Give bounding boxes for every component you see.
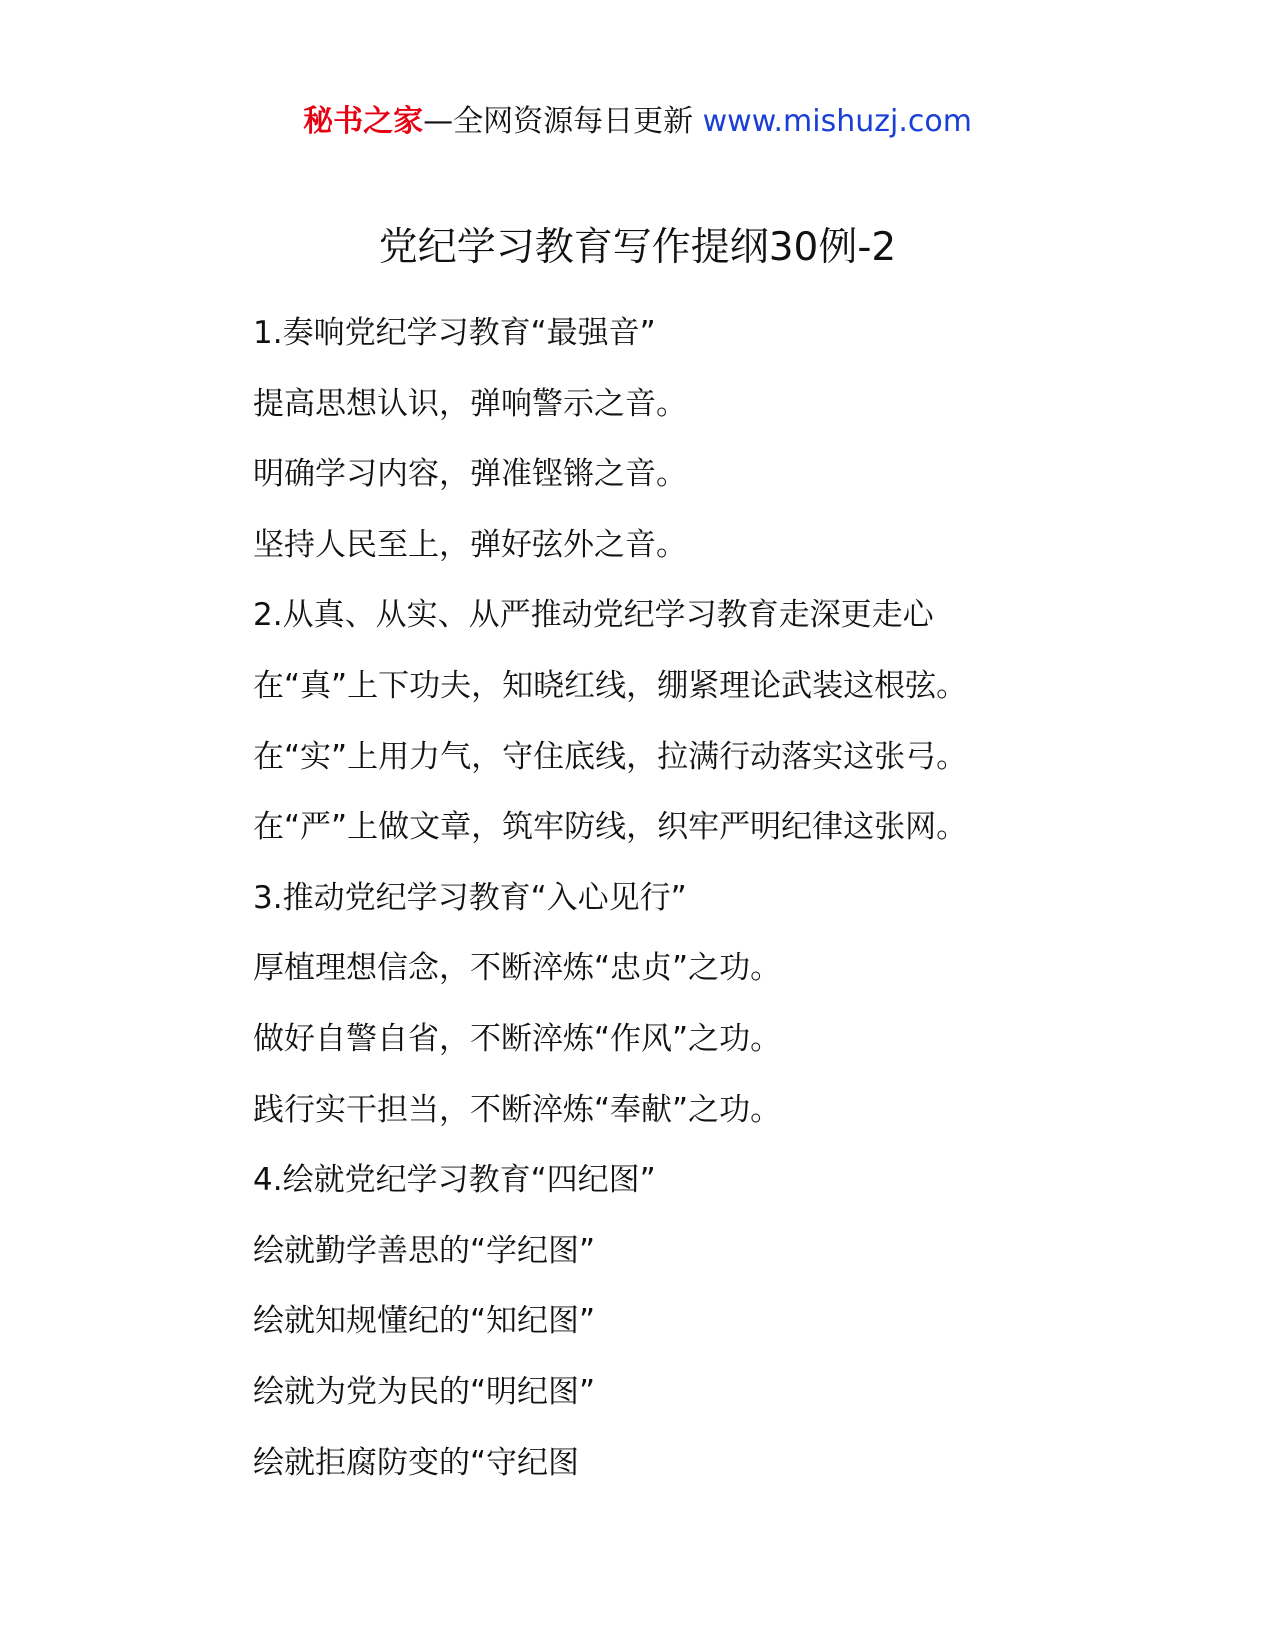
body-line: 厚植理想信念，不断淬炼“忠贞”之功。 [253,950,782,987]
section-heading-4: 4.绘就党纪学习教育“四纪图” [253,1162,656,1199]
site-header [0,100,1275,144]
body-line: 绘就拒腐防变的“守纪图 [253,1444,580,1481]
body-line: 提高思想认识，弹响警示之音。 [253,385,687,422]
section-heading-2: 2.从真、从实、从严推动党纪学习教育走深更走心 [253,597,934,634]
body-line: 在“真”上下功夫，知晓红线，绷紧理论武装这根弦。 [253,667,968,704]
body-line: 绘就知规懂纪的“知纪图” [253,1303,596,1340]
header-tagline: —全网资源每日更新 [423,104,694,139]
body-line: 践行实干担当，不断淬炼“奉献”之功。 [253,1091,782,1128]
section-heading-3: 3.推动党纪学习教育“入心见行” [253,879,687,916]
section-heading-1: 1.奏响党纪学习教育“最强音” [253,315,656,351]
document-title: 党纪学习教育写作提纲30例-2 [378,225,897,270]
brand-name: 秘书之家 [303,104,424,139]
document-body [253,298,1233,1498]
body-line: 绘就为党为民的“明纪图” [253,1373,596,1410]
body-line: 绘就勤学善思的“学纪图” [253,1232,596,1269]
site-url-link[interactable]: www.mishuzj.com [702,104,972,139]
body-line: 在“严”上做文章，筑牢防线，织牢严明纪律这张网。 [253,809,968,846]
body-line: 坚持人民至上，弹好弦外之音。 [253,526,687,563]
body-line: 在“实”上用力气，守住底线，拉满行动落实这张弓。 [253,738,968,775]
body-line: 明确学习内容，弹准铿锵之音。 [253,456,687,493]
body-line: 做好自警自省，不断淬炼“作风”之功。 [253,1020,782,1057]
